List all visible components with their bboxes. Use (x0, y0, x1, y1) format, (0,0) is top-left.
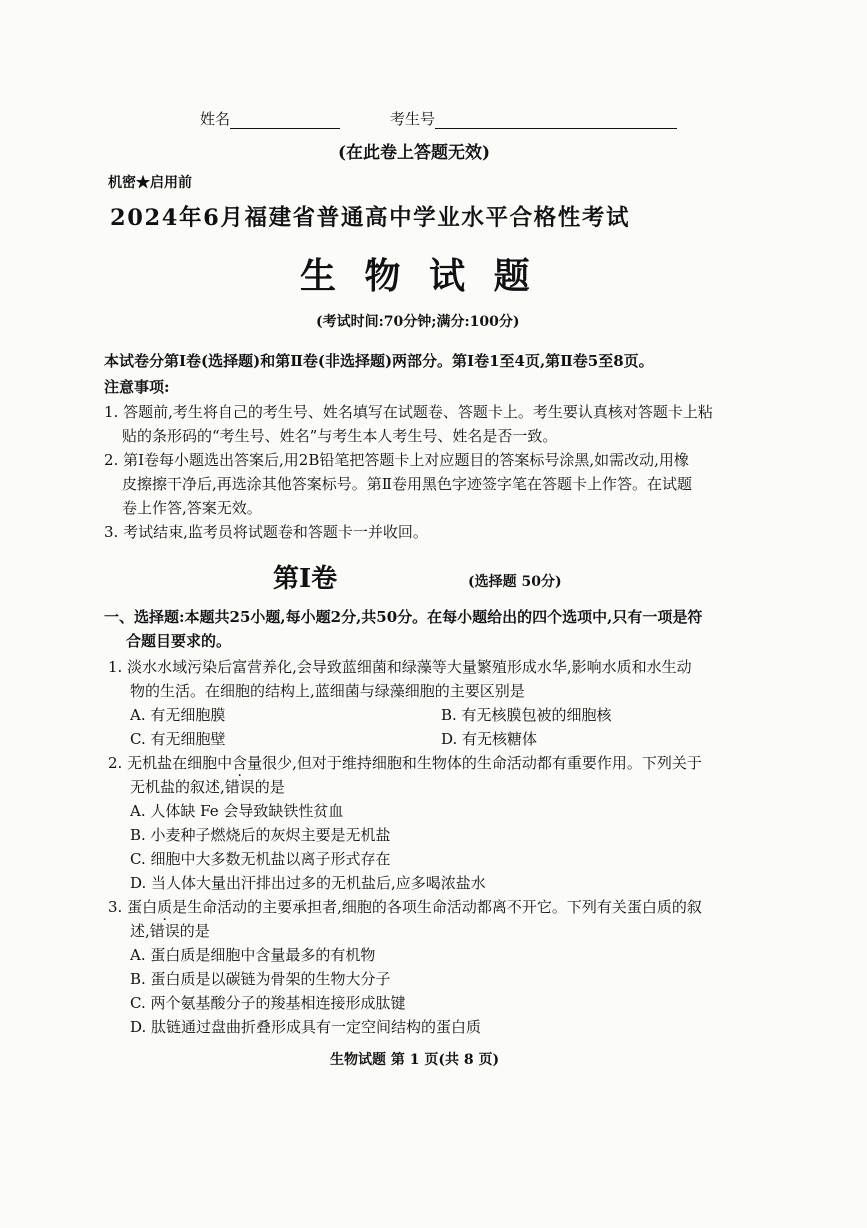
q1-option-b: B. 有无核膜包被的细胞核 (441, 706, 612, 724)
notice-item-2-line-1: 2. 第Ⅰ卷每小题选出答案后,用2B铅笔把答题卡上对应题目的答案标号涂黑,如需改动,用橡 (104, 451, 689, 469)
q3-option-c: C. 两个氨基酸分子的羧基相连接形成肽键 (130, 994, 406, 1012)
q2-stem-line-2 (130, 776, 285, 797)
q1-option-a: A. 有无细胞膜 (130, 706, 226, 724)
q3-option-b: B. 蛋白质是以碳链为骨架的生物大分子 (130, 970, 391, 988)
q2-stem-suffix: 的是 (254, 778, 285, 796)
subject-title: 生 物 试 题 (300, 255, 538, 297)
q3-emphasis-wrong: 错误 (149, 922, 180, 940)
exam-number-blank-line (435, 112, 677, 129)
exam-number-field (390, 108, 677, 129)
part1-subtitle: (选择题 50分) (468, 574, 562, 590)
secret-note: 机密★启用前 (108, 175, 192, 191)
notice-item-3: 3. 考试结束,监考员将试题卷和答题卡一并收回。 (104, 523, 428, 541)
q1-stem-line-1: 1. 淡水水域污染后富营养化,会导致蓝细菌和绿藻等大量繁殖形成水华,影响水质和水生动 (108, 658, 692, 676)
notice-item-1-line-1: 1. 答题前,考生将自己的考生号、姓名填写在试题卷、答题卡上。考生要认真核对答题卡上粘 (104, 403, 713, 421)
q3-option-a: A. 蛋白质是细胞中含量最多的有机物 (130, 946, 376, 964)
q3-option-d: D. 肽链通过盘曲折叠形成具有一定空间结构的蛋白质 (130, 1018, 482, 1036)
q3-stem-prefix: 述, (130, 922, 150, 940)
notice-item-2-line-3: 卷上作答,答案无效。 (122, 499, 262, 517)
q2-stem-prefix: 无机盐的叙述, (130, 778, 225, 796)
q3-stem-line-2 (130, 920, 210, 941)
q1-option-c: C. 有无细胞壁 (130, 730, 226, 748)
q2-option-b: B. 小麦种子燃烧后的灰烬主要是无机盐 (130, 826, 391, 844)
exam-meta: (考试时间:70分钟;满分:100分) (316, 314, 520, 330)
q2-stem-line-1: 2. 无机盐在细胞中含量很少,但对于维持细胞和生物体的生命活动都有重要作用。下列关于 (108, 754, 702, 772)
part1-instruction-line-1: 一、选择题:本题共25小题,每小题2分,共50分。在每小题给出的四个选项中,只有一项是符 (104, 608, 703, 626)
notice-intro: 本试卷分第Ⅰ卷(选择题)和第Ⅱ卷(非选择题)两部分。第Ⅰ卷1至4页,第Ⅱ卷5至8页。 (104, 352, 654, 370)
invalid-note: (在此卷上答题无效) (338, 143, 491, 163)
q2-emphasis-wrong: 错误 (224, 778, 255, 796)
notice-item-1-line-2: 贴的条形码的“考生号、姓名”与考生本人考生号、姓名是否一致。 (122, 427, 558, 445)
exam-title: 2024年6月福建省普通高中学业水平合格性考试 (110, 205, 631, 231)
page-footer: 生物试题 第 1 页(共 8 页) (330, 1052, 500, 1068)
q1-option-d: D. 有无核糖体 (441, 730, 538, 748)
name-blank-line (230, 112, 340, 129)
notice-item-2-line-2: 皮擦擦干净后,再选涂其他答案标号。第Ⅱ卷用黑色字迹签字笔在答题卡上作答。在试题 (122, 475, 692, 493)
part1-instruction-line-2: 合题目要求的。 (126, 632, 232, 650)
notice-heading: 注意事项: (104, 378, 170, 396)
name-field (200, 108, 340, 129)
q3-stem-line-1: 3. 蛋白质是生命活动的主要承担者,细胞的各项生命活动都离不开它。下列有关蛋白质的叙 (108, 898, 702, 916)
q2-option-a: A. 人体缺 Fe 会导致缺铁性贫血 (130, 802, 344, 820)
part1-title: 第Ⅰ卷 (273, 564, 338, 594)
name-label: 姓名 (200, 110, 231, 128)
q1-stem-line-2: 物的生活。在细胞的结构上,蓝细菌与绿藻细胞的主要区别是 (130, 682, 525, 700)
q2-option-d: D. 当人体大量出汗排出过多的无机盐后,应多喝浓盐水 (130, 874, 486, 892)
q3-stem-suffix: 的是 (179, 922, 210, 940)
q2-option-c: C. 细胞中大多数无机盐以离子形式存在 (130, 850, 391, 868)
exam-number-label: 考生号 (390, 110, 436, 128)
